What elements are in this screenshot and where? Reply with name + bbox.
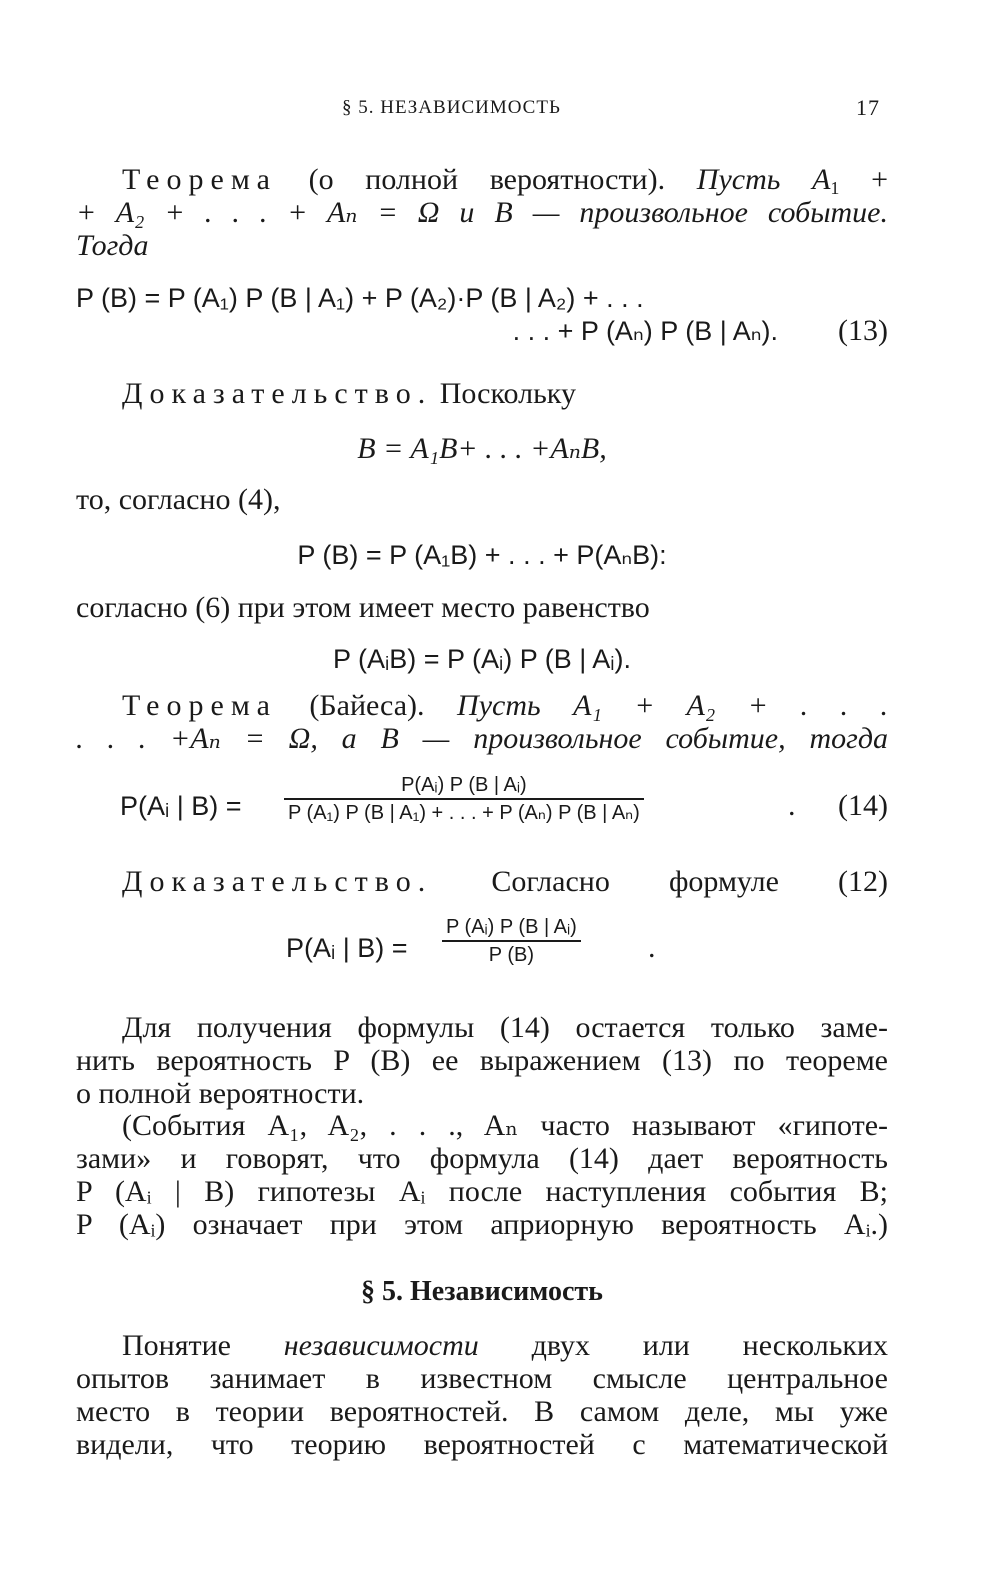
theorem1-line2: + A₂ + . . . + Aₙ = Ω и B — произвольное событие. — [76, 196, 888, 229]
theorem-total-probability — [76, 164, 888, 263]
emphasis-independence: независимости — [283, 1329, 479, 1362]
paragraph-2: (События A₁, A₂, . . ., Aₙ часто называют «гипоте- зами» и говорят, что формула (14) дает вероятность P (Aᵢ | B) гипотезы Aᵢ после наступления события B; P (Aᵢ) означает при этом априорную вероятность Aᵢ.) — [76, 1109, 888, 1241]
proof1-eq-c: P (B) = P (A₁B) + . . . + P(AₙB): — [297, 540, 667, 570]
paragraph-3: Понятие независимости двух или нескольких опытов занимает в известном смысле центральное место в теории вероятностей. В самом деле, мы уже видели, что теорию вероятностей с математической — [76, 1329, 889, 1461]
theorem1-l1: Пусть A — [696, 163, 831, 196]
eq13-line1: P (B) = P (A₁) P (B | A₁) + P (A₂)·P (B | A₂) + . . . — [76, 283, 644, 313]
theorem1-label: Теорема — [122, 163, 277, 196]
theorem1-line3: Тогда — [76, 229, 149, 262]
eq14-numerator: P(Aᵢ) P (B | Aᵢ) — [401, 774, 527, 796]
book-page — [76, 0, 888, 1578]
eq13-number: (13) — [838, 314, 888, 347]
equation-14: P(Aᵢ | B) = $\frac{\text{P(Aᵢ) P (B | Aᵢ)}}{\text{P (A₁) P (B | A₁) + . . . + P (Aₙ) P (B | Aₙ)}}$ . (14) — [120, 774, 888, 824]
theorem1-title: (о полной вероятности). — [308, 163, 666, 196]
proof1-eq-e: P (AᵢB) = P (Aᵢ) P (B | Aᵢ). — [332, 644, 632, 674]
theorem1-line1: Теорема (о полной вероятности). Пусть $A_1$ + — [122, 163, 889, 198]
eq13-line2: . . . + P (Aₙ) P (B | Aₙ). (13) — [512, 314, 888, 347]
proof1-label: Доказательство. — [122, 377, 433, 410]
theorem-bayes: Теорема (Байеса). Пусть A₁ + A₂ + . . . . . . +Aₙ = Ω, а B — произвольное событие, тогда — [76, 689, 888, 755]
eq14-number: (14) — [838, 789, 888, 822]
equation-13 — [76, 282, 888, 348]
proof-bayes: Доказательство. Согласно формуле (12) — [122, 865, 888, 898]
proof2-label: Доказательство. — [122, 865, 433, 898]
eq14-denominator: P (A₁) P (B | A₁) + . . . + P (Aₙ) P (B | Aₙ) — [284, 798, 644, 826]
running-header — [76, 92, 888, 124]
equation-12-applied: P(Aᵢ | B) = $\frac{\text{P (Aᵢ) P (B | Aᵢ)}}{P (B)}$ . — [286, 916, 656, 966]
proof1-eq-a: B = A₁B+ . . . +AₙB, — [357, 432, 607, 465]
paragraph-1: Для получения формулы (14) остается только заме- нить вероятность P (B) ее выражением (13) по теореме о полной вероятности. — [76, 1011, 888, 1110]
page-number: 17 — [856, 95, 880, 120]
theorem2-label: Теорема — [122, 689, 277, 722]
running-title: § 5. НЕЗАВИСИМОСТЬ — [342, 97, 561, 118]
section-heading: § 5. Независимость — [361, 1276, 603, 1307]
proof-total-probability: Доказательство. Поскольку B = A₁B+ . . . +AₙB, то, согласно (4), P (B) = P (A₁B) + . . . + P(AₙB): согласно (6) при этом имеет место равенство P (AᵢB) = P (Aᵢ) P (B | Aᵢ). — [76, 378, 888, 676]
